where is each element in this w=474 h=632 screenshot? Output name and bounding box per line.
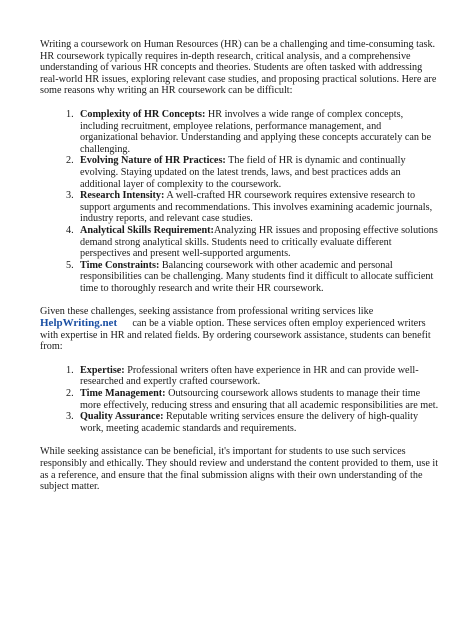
intro-paragraph: Writing a coursework on Human Resources (HR) can be a challenging and time-consuming task. HR coursework typically requires in-depth research, critical analysis, and a comprehensive understanding of various HR concepts and theories. Students are often tasked with addressing real-world HR issues, exploring relevant case studies, and proposing practical solutions. Here are some reasons why writing an HR coursework can be difficult:: [40, 39, 437, 97]
list-item: [40, 365, 440, 388]
list-item-text: A well-crafted HR coursework requires extensive research to support arguments and recommendations. This involves examining academic journals, industry reports, and relevant case studies.: [80, 190, 433, 225]
list-item: [40, 260, 440, 295]
helpwriting-link[interactable]: HelpWriting.net: [40, 317, 118, 330]
document-body: [40, 39, 440, 505]
list-item-text: Professional writers often have experience in HR and can provide well-researched and expertly crafted coursework.: [80, 364, 419, 388]
list-item-title: Quality Assurance:: [80, 411, 164, 423]
list-item-title: Complexity of HR Concepts:: [80, 108, 206, 120]
assistance-text-before: Given these challenges, seeking assistance from professional writing services like: [40, 306, 374, 318]
list-item-title: Time Constraints:: [80, 259, 160, 271]
list-number: 1.: [66, 364, 74, 376]
list-item-title: Evolving Nature of HR Practices:: [80, 155, 226, 167]
reasons-list: [40, 109, 440, 295]
list-number: 2.: [66, 388, 74, 400]
list-number: 3.: [66, 411, 74, 423]
assistance-text-after: can be a viable option. These services often employ experienced writers with expertise in HR and related fields. By ordering coursework assistance, students can benefit from:: [40, 318, 431, 353]
list-item-text: Outsourcing coursework allows students to manage their time more effectively, reducing stress and ensuring that all academic responsibilities are met.: [80, 388, 439, 411]
list-number: 3.: [66, 190, 74, 202]
list-item: [40, 190, 440, 225]
list-item: [40, 109, 440, 155]
list-item: [40, 225, 440, 260]
list-item-title: Analytical Skills Requirement:: [80, 224, 214, 236]
list-item: [40, 388, 440, 411]
list-number: 1.: [66, 108, 74, 120]
list-item-text: The field of HR is dynamic and continually evolving. Staying updated on the latest trends, laws, and best practices adds an additional layer of complexity to the coursework.: [80, 155, 406, 190]
list-item-title: Time Management:: [80, 388, 166, 400]
list-item-text: Reputable writing services ensure the delivery of high-quality work, meeting academic standards and requirements.: [80, 411, 419, 434]
list-item-title: Expertise:: [80, 364, 125, 376]
benefits-list: [40, 365, 440, 435]
list-item: [40, 155, 440, 190]
list-item-text: Analyzing HR issues and proposing effective solutions demand strong analytical skills. Students need to critically evaluate different perspectives and present well-supported arguments.: [80, 224, 438, 260]
list-number: 2.: [66, 155, 74, 167]
list-number: 4.: [66, 224, 74, 236]
list-number: 5.: [66, 259, 74, 271]
closing-paragraph: While seeking assistance can be beneficial, it's important for students to use such services responsibly and ethically. They should review and understand the content provided to them, use it as a reference, and ensure that the final submission aligns with their own understanding of the subject matter.: [40, 446, 439, 493]
list-item-text: HR involves a wide range of complex concepts, including recruitment, employee relations, performance management, and organizational behavior. Understanding and applying these concepts accurately can be challenging.: [80, 108, 432, 155]
list-item-text: Balancing coursework with other academic and personal responsibilities can be challenging. Many students find it difficult to allocate sufficient time to thoroughly research and write their HR coursework.: [80, 259, 434, 294]
list-item: [40, 411, 440, 434]
assistance-paragraph: [40, 306, 440, 352]
list-item-title: Research Intensity:: [80, 190, 165, 202]
